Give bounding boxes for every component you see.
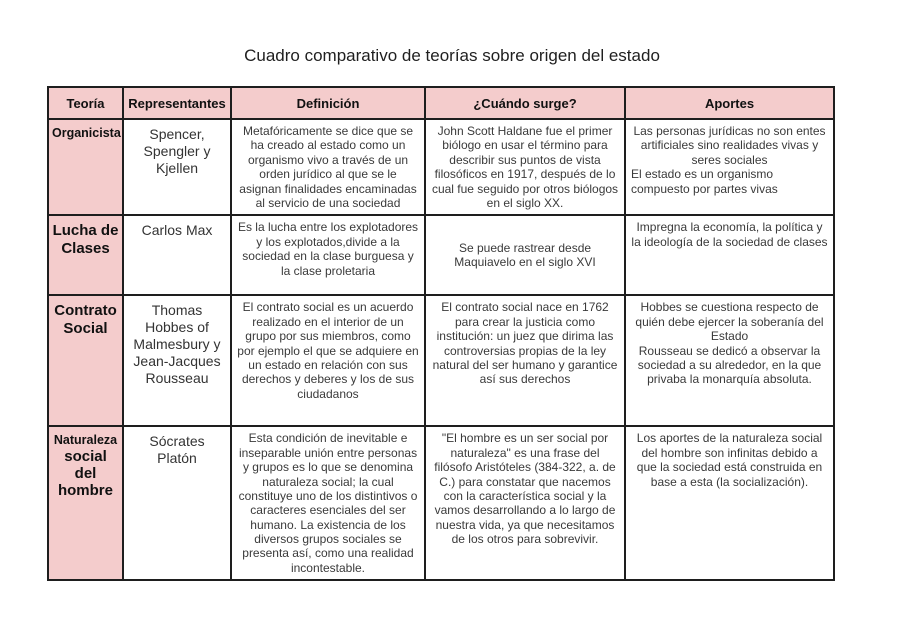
theory-name-line: Lucha de [52, 222, 119, 240]
definition-cell: Es la lucha entre los explotadores y los explotados,divide a la sociedad en la clase burguesa y la clase proletaria [231, 215, 425, 295]
table-row [48, 295, 834, 426]
theory-cell [48, 215, 123, 295]
theory-cell [48, 426, 123, 580]
representatives-cell: Thomas Hobbes of Malmesbury y Jean-Jacques Rousseau [123, 295, 231, 426]
theory-name-line: Social [63, 319, 108, 337]
theory-name-line: del [74, 464, 97, 482]
comparison-table [47, 86, 835, 581]
contributions-paragraph: Las personas jurídicas no son entes artificiales sino realidades vivas y seres sociales [633, 124, 826, 167]
page-title: Cuadro comparativo de teorías sobre origen del estado [244, 46, 660, 65]
when-emerges-cell: "El hombre es un ser social por naturaleza" es una frase del filósofo Aristóteles (384-322, a. de C.) para constatar que nacemos con la característica social y la vamos desarrollando a lo largo de nuestra vida, ya que necesitamos de los otros para sobrevivir. [425, 426, 625, 580]
contributions-paragraph: Hobbes se cuestiona respecto de quién debe ejercer la soberanía del Estado [635, 300, 824, 344]
definition-cell: Metafóricamente se dice que se ha creado al estado como un organismo vivo a través de un orden jurídico al que se le asignan finalidades encaminadas al servicio de una sociedad [231, 119, 425, 215]
when-emerges-cell: Se puede rastrear desde Maquiavelo en el siglo XVI [425, 215, 625, 295]
column-header-representantes: Representantes [123, 87, 231, 119]
theory-cell [48, 119, 123, 215]
definition-cell: El contrato social es un acuerdo realizado en el interior de un grupo por sus miembros, como por ejemplo el que se adquiere en un estado en relación con sus derechos y deberes y los de sus ciudadanos [231, 295, 425, 426]
column-header-aportes: Aportes [625, 87, 834, 119]
table-row [48, 426, 834, 580]
column-header-cuando-surge: ¿Cuándo surge? [425, 87, 625, 119]
contributions-cell [625, 426, 834, 580]
representatives-cell: Spencer, Spengler y Kjellen [123, 119, 231, 215]
contributions-paragraph: El estado es un organismo compuesto por partes vivas [631, 167, 778, 196]
contributions-paragraph: Impregna la economía, la política y la ideología de la sociedad de clases [631, 220, 828, 249]
contributions-paragraph: Los aportes de la naturaleza social del hombre son infinitas debido a que la sociedad está construida en base a esta (la socialización). [636, 431, 823, 489]
when-emerges-cell: El contrato social nace en 1762 para crear la justicia como institución: un juez que dirima las controversias propias de la ley natural del ser humano y garantice así sus derechos [425, 295, 625, 426]
theory-name-line: Organicista [52, 126, 121, 140]
table-header-row [48, 87, 834, 119]
column-header-teoria: Teoría [48, 87, 123, 119]
table-row [48, 119, 834, 215]
theory-name-line: Contrato [54, 302, 117, 320]
theory-name-line: social [64, 447, 107, 465]
column-header-definicion: Definición [231, 87, 425, 119]
theory-name-line: hombre [57, 482, 113, 500]
when-emerges-cell: John Scott Haldane fue el primer biólogo en usar el término para describir sus puntos de vista filosóficos en 1917, después de lo cual fue seguido por otros biólogos en el siglo XX. [425, 119, 625, 215]
theory-name-line: Clases [61, 239, 110, 257]
representatives-cell: Carlos Max [123, 215, 231, 295]
contributions-cell [625, 215, 834, 295]
table-row [48, 215, 834, 295]
representatives-cell: Sócrates Platón [123, 426, 231, 580]
theory-cell [48, 295, 123, 426]
contributions-cell [625, 119, 834, 215]
theory-name-line: Naturaleza [53, 433, 118, 448]
contributions-paragraph: Rousseau se dedicó a observar la sociedad a su alrededor, en la que privaba la monarquía absoluta. [637, 343, 822, 387]
definition-cell: Esta condición de inevitable e inseparable unión entre personas y grupos es lo que se denomina naturaleza social; la cual constituye uno de los distintivos o caracteres esenciales del ser humano. La existencia de los diversos grupos sociales se presenta así, como una realidad incontestable. [231, 426, 425, 580]
contributions-cell [625, 295, 834, 426]
